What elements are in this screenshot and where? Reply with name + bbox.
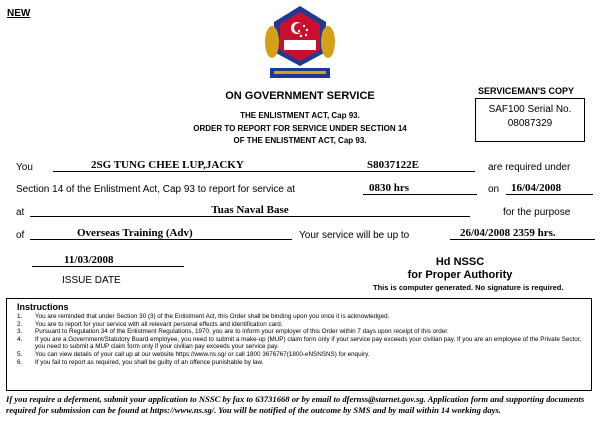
- singapore-crest-icon: [264, 4, 336, 82]
- name-field: 2SG TUNG CHEE LUP,JACKY: [53, 159, 376, 172]
- instructions-title: Instructions: [17, 302, 69, 312]
- on-label: on: [488, 184, 500, 195]
- instructions-list: [7, 313, 591, 366]
- location-field: Tuas Naval Base: [30, 204, 470, 217]
- serial-label: SAF100 Serial No.: [488, 104, 572, 115]
- list-item: 3. Pursuant to Regulation 34 of the Enlistment Regulations, 1970, you are to inform your employer of this Order within 7 days upon receipt of this order.: [17, 328, 449, 336]
- at-label: at: [16, 207, 25, 218]
- purpose-label: for the purpose: [503, 207, 571, 218]
- header-line-2: ORDER TO REPORT FOR SERVICE UNDER SECTION 14: [193, 124, 407, 133]
- list-item: 5. You can view details of your call up at our website https://www.ns.sg/ or call 1800 3676767(1800-eNSNSNS) for enquiry.: [17, 350, 370, 358]
- serial-number: 08087329: [507, 118, 553, 129]
- you-label: You: [16, 162, 33, 173]
- new-badge: NEW: [7, 8, 31, 19]
- purpose-field: Overseas Training (Adv): [30, 227, 292, 240]
- list-item: 6. If you fail to report as required, you shall be guilty of an offence punishable by law.: [17, 358, 264, 366]
- header-line-1: THE ENLISTMENT ACT, Cap 93.: [240, 111, 360, 120]
- authority-label: for Proper Authority: [407, 269, 513, 281]
- list-item: 1. You are reminded that under Section 30 (3) of the Enlistment Act, this Order shall be binding upon you once it is acknowledged.: [17, 313, 390, 320]
- nric-field: S8037122E: [363, 159, 475, 172]
- of-label: of: [16, 230, 25, 241]
- list-item: 4. If you are a Government/Statutory Board employee, you need to submit a make-up (MUP) claim form only if your service pay exceeds your civilian pay. If you are an employee of the Private Sector, you need to submit a MUP claim form only if your civilian pay exceeds your service pay.: [17, 335, 582, 351]
- instructions-box: [6, 298, 592, 391]
- service-until-field: 26/04/2008 2359 hrs.: [450, 227, 595, 240]
- deferment-footer: If you require a deferment, submit your application to NSSC by fax to 63731668 or by email to dfernss@starnet.gov.sg. Application form and supporting documents required for submission can be found at https://www.ns.sg/. You will be notified of the outcome by SMS and by mail within 14 working days.: [6, 394, 585, 415]
- issue-date-field: 11/03/2008: [32, 254, 184, 267]
- authority-name: Hd NSSC: [435, 256, 485, 268]
- report-date-field: 16/04/2008: [506, 182, 593, 195]
- section-text: Section 14 of the Enlistment Act, Cap 93 to report for service at: [16, 184, 296, 195]
- required-under-label: are required under: [488, 162, 571, 173]
- computer-generated-note: This is computer generated. No signature is required.: [373, 283, 564, 292]
- list-item: 2. You are to report for your service with all relevant personal effects and identification card.: [17, 320, 283, 328]
- service-until-label: Your service will be up to: [299, 230, 410, 241]
- servicemans-copy-label: SERVICEMAN'S COPY: [478, 86, 574, 96]
- serial-box: [475, 98, 585, 142]
- header-heading: ON GOVERNMENT SERVICE: [225, 90, 375, 102]
- issue-date-label: ISSUE DATE: [62, 275, 121, 286]
- report-time-field: 0830 hrs: [363, 182, 477, 195]
- header-line-3: OF THE ENLISTMENT ACT, Cap 93.: [233, 136, 367, 145]
